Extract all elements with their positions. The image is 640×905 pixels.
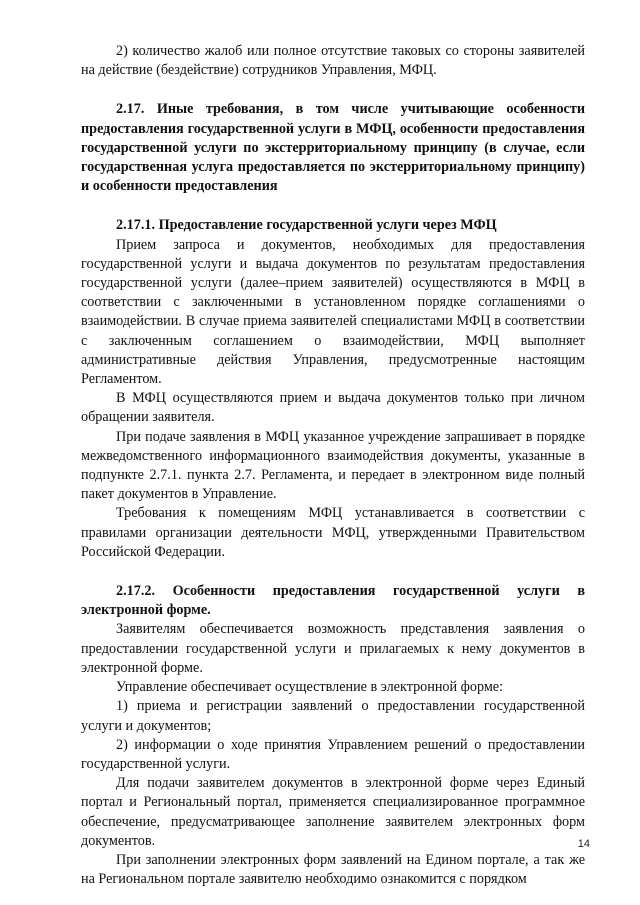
- list-item-information: 2) информации о ходе принятия Управлением решений о предоставлении государственной услуги.: [81, 736, 585, 772]
- paragraph-reception: Прием запроса и документов, необходимых для предоставления государственной услуги и выдача документов по результатам предоставления государственной услуги (далее–прием заявителей) осуществляются в МФЦ в соответствии с заключенными в установленном порядке соглашениями о взаимодействии. В случае приема заявителей специалистами МФЦ в соответствии с заключенным соглашением о взаимодействии, МФЦ выполняет административные действия Управления, предусмотренные настоящим Регламентом.: [81, 236, 585, 388]
- document-page: [81, 42, 585, 889]
- section-heading-2-17: 2.17. Иные требования, в том числе учитывающие особенности предоставления государственной услуги в МФЦ, особенности предоставления государственной услуги по экстерриториальному принципу (в случае, если государственная услуга предоставляется по экстерриториальному принципу) и особенности предоставления: [81, 101, 585, 195]
- page-number: 14: [577, 838, 590, 850]
- list-item-registration: 1) приема и регистрации заявлений о предоставлении государственной услуги и документов;: [81, 698, 585, 734]
- paragraph-filling-forms: При заполнении электронных форм заявлений на Едином портале, а так же на Региональном портале заявителю необходимо ознакомится с порядком: [81, 851, 585, 888]
- paragraph-electronic-possibility: Заявителям обеспечивается возможность представления заявления о предоставлении государственной услуги и прилагаемых к нему документов в электронной форме.: [81, 621, 585, 676]
- paragraph-interagency: При подаче заявления в МФЦ указанное учреждение запрашивает в порядке межведомственного информационного взаимодействия документы, указанные в подпункте 2.7.1. пункта 2.7. Регламента, и передает в электронном виде полный пакет документов в Управление.: [81, 428, 585, 503]
- subsection-heading-2-17-1: 2.17.1. Предоставление государственной услуги через МФЦ: [116, 217, 497, 234]
- paragraph-personal-visit: В МФЦ осуществляются прием и выдача документов только при личном обращении заявителя.: [81, 390, 585, 426]
- paragraph-administration-provides: Управление обеспечивает осуществление в электронной форме:: [116, 679, 504, 696]
- paragraph-portal-software: Для подачи заявителем документов в электронной форме через Единый портал и Региональный портал, применяется специализированное программное обеспечение, предусматривающее заполнение заявителем электронных форм документов.: [81, 775, 585, 849]
- list-item-complaints: 2) количество жалоб или полное отсутствие таковых со стороны заявителей на действие (бездействие) сотрудников Управления, МФЦ.: [81, 43, 585, 79]
- subsection-heading-2-17-2: 2.17.2. Особенности предоставления государственной услуги в электронной форме.: [81, 583, 585, 619]
- paragraph-premises: Требования к помещениям МФЦ устанавливается в соответствии с правилами организации деятельности МФЦ, утвержденными Правительством Российской Федерации.: [81, 505, 585, 560]
